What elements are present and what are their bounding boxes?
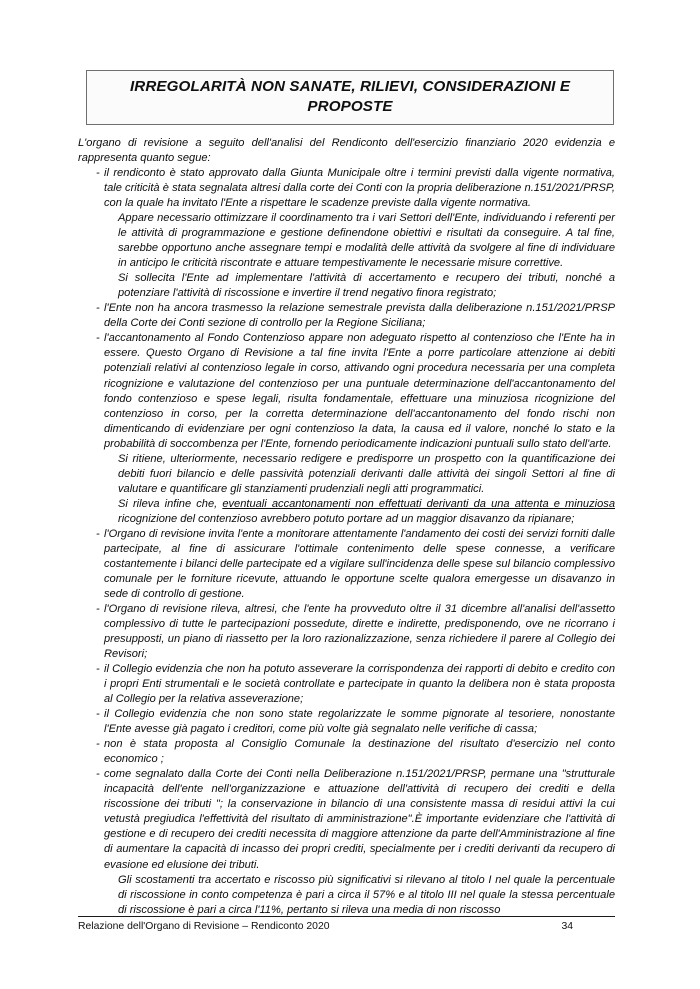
footer-row [78,921,615,932]
list-item-text: il rendiconto è stato approvato dalla Giunta Municipale oltre i termini previsti dalla vigente normativa, tale criticità è stata segnalata altresi dalla corte dei Conti con la propria deliberazione n.151/2021/PRSP, con la quale ha invitato l'Ente a rispettare le scadenze previste dalla vigente normativa. [104,167,615,210]
list-item-text: non è stata proposta al Consiglio Comunale la destinazione del risultato d'esercizio nel conto economico ; [104,738,615,766]
text-after-underline: ricognizione del contenzioso avrebbero potuto portare ad un maggior disavanzo da ripianare; [118,512,575,525]
page-title: IRREGOLARITÀ NON SANATE, RILIEVI, CONSIDERAZIONI E PROPOSTE [129,78,571,116]
list-item-text: come segnalato dalla Corte dei Conti nella Deliberazione n.151/2021/PRSP, permane una "strutturale incapacità dell'ente nell'organizzazione e attuazione dell'attività di recupero dei crediti e della riscossione dei tributi "; la conservazione in bilancio di una consistente massa di residui attivi la cui vetustà pregiudica l'effettività del risultato di amministrazione".È importante evidenziare che l'attività di gestione e di recupero dei crediti necessita di maggiore attenzione da parte dell'Amministrazione al fine di aumentare la capacità di incasso dei propri crediti, specialmente per i crediti derivanti da recupero di evasione ed elusione dei tributi. [104,768,615,871]
list-item [78,301,615,331]
list-item-text: il Collegio evidenzia che non ha potuto asseverare la corrispondenza dei rapporti di debito e credito con i propri Enti strumentali e le società controllate e partecipate in quanto la delibera non è stata proposta al Collegio per la relativa asseverazione; [104,663,615,706]
indented-paragraph: Appare necessario ottimizzare il coordinamento tra i vari Settori dell'Ente, individuando i referenti per le attività di programmazione e gestione definendone obiettivi e risultati da conseguire. A tal fine, sarebbe opportuno anche assegnare tempi e modalità delle attività da svolgere al fine di individuare in anticipo le criticità riscontrate e attuare tempestivamente le necessarie misure correttive. [118,212,615,270]
lead-paragraph: L'organo di revisione a seguito dell'analisi del Rendiconto dell'esercizio finanziario 2020 evidenzia e rappresenta quanto segue: [78,137,615,165]
bullet-dash-icon: - [96,738,100,751]
list-item-text: l'accantonamento al Fondo Contenzioso appare non adeguato rispetto al contenzioso che l'Ente ha in essere. Questo Organo di Revisione a tal fine invita l'Ente a porre particolare attenzione ai debiti potenziali relativi al contenzioso legale in corso, attivando ogni procedura necessaria per una completa ricognizione e valutazione del contenzioso per una puntuale determinazione dell'accantonamento del fondo contenzioso e spese legali, risulta fondamentale, effettuare una minuziosa ricognizione del contenzioso in corso, per la corretta determinazione dell'accantonamento del fondo rischi non dimenticando di evidenziare per ogni contenzioso la data, la causa ed il valore, nonché lo stato e la probabilità di soccombenza per l'Ente, fornendo periodicamente indicazioni puntuali sullo stato dell'arte. [104,332,615,450]
page-number: 34 [561,921,573,932]
list-item [78,331,615,451]
list-item-text: il Collegio evidenzia che non sono state regolarizzate le somme pignorate al tesoriere, nonostante l'Ente avesse già pagato i creditori, come più volte già segnalato nelle verifiche di cassa; [104,708,615,736]
list-item [78,662,615,707]
bullet-dash-icon: - [96,602,100,615]
page-footer [78,916,615,932]
indented-paragraph-underlined [118,497,615,527]
bullet-dash-icon: - [96,167,100,180]
bullet-dash-icon: - [96,768,100,781]
list-item [78,737,615,767]
text-before-underline: Si rileva infine che, [118,497,223,510]
bullet-dash-icon: - [96,332,100,345]
underlined-text: eventuali accantonamenti non effettuati derivanti da una attenta e minuziosa [222,497,615,510]
footer-label: Relazione dell'Organo di Revisione – Rendiconto 2020 [78,921,330,932]
bullet-dash-icon: - [96,708,100,721]
footer-divider [78,916,615,917]
list-item [78,707,615,737]
bullet-dash-icon: - [96,302,100,315]
document-body [78,136,615,918]
indented-paragraph: Si ritiene, ulteriormente, necessario redigere e predisporre un prospetto con la quantificazione dei debiti fuori bilancio e delle passività potenziali derivanti dalle attività dei singoli Settori al fine di valutare e quantificare gli stanziamenti prudenziali negli atti programmatici. [118,452,615,495]
indented-paragraph: Si sollecita l'Ente ad implementare l'attività di accertamento e recupero dei tributi, nonché a potenziare l'attività di riscossione e invertire il trend negativo finora registrato; [118,272,615,300]
list-item [78,767,615,872]
page-title-banner [86,70,614,125]
list-item [78,166,615,211]
body-items [78,166,615,918]
list-item-text: l'Organo di revisione rileva, altresi, che l'ente ha provveduto oltre il 31 dicembre all'analisi dell'assetto complessivo di tutte le partecipazioni possedute, dirette e indirette, predisponendo, ove ne ricorrano i presupposti, un piano di riassetto per la loro razionalizzazione, senza richiedere il parere al Collegio dei Revisori; [104,602,615,661]
indented-paragraph: Gli scostamenti tra accertato e riscosso più significativi si rilevano al titolo I nel quale la percentuale di riscossione in conto competenza è pari a circa il 57% e al titolo III nel quale la stessa percentuale di riscossione è pari a circa l'11%, pertanto si rileva una media di non riscosso [118,873,615,916]
bullet-dash-icon: - [96,527,100,540]
bullet-dash-icon: - [96,663,100,676]
list-item [78,527,615,602]
list-item-text: l'Organo di revisione invita l'ente a monitorare attentamente l'andamento dei costi dei servizi forniti dalle partecipate, al fine di assicurare l'ottimale contenimento delle spese connesse, a verificare costantemente i bilanci delle partecipate ed a vigilare sull'incidenza delle spese sul bilancio complessivo comunale per le forniture ricevute, attuando le opportune scelte qualora emergesse un disavanzo in sede di controllo di gestione. [104,527,615,600]
list-item [78,602,615,662]
list-item-text: l'Ente non ha ancora trasmesso la relazione semestrale prevista dalla deliberazione n.151/2021/PRSP della Corte dei Conti sezione di controllo per la Regione Siciliana; [104,302,615,330]
